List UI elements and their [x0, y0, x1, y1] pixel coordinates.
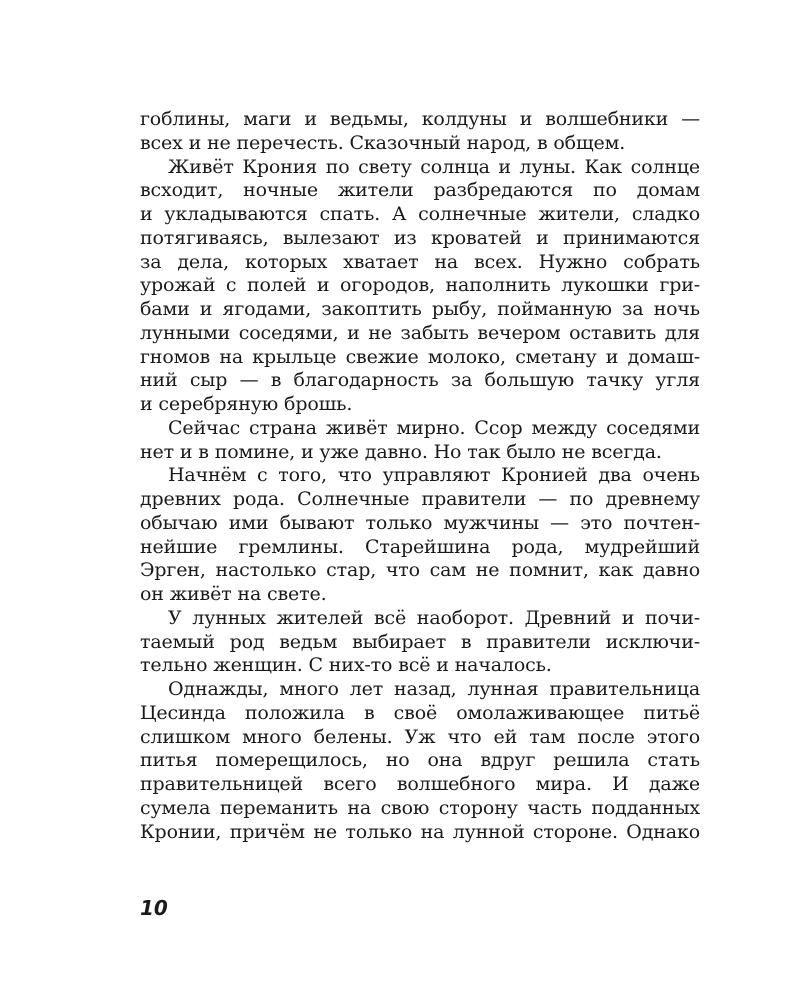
text-line: Цесинда положила в своё омолаживающее питьё: [140, 701, 700, 724]
text-line: Живёт Крония по свету солнца и луны. Как солнце: [168, 155, 700, 178]
text-line: гоблины, маги и ведьмы, колдуны и волшебники —: [140, 108, 700, 130]
text-line: и серебряную брошь.: [140, 393, 353, 415]
text-line: урожай с полей и огородов, наполнить лукошки гри-: [140, 274, 700, 297]
page-number: 10: [140, 896, 168, 920]
text-line: Начнём с того, что управляют Кронией два очень: [168, 464, 700, 487]
text-line: потягиваясь, вылезают из кроватей и принимаются: [140, 226, 700, 249]
text-line: бами и ягодами, закоптить рыбу, пойманную за ночь: [140, 298, 700, 320]
text-line: за дела, которых хватает на всех. Нужно собрать: [140, 250, 700, 273]
text-line: всех и не перечесть. Сказочный народ, в общем.: [140, 131, 626, 154]
text-line: правительницей всего волшебного мира. И даже: [140, 773, 700, 795]
text-line: Эрген, настолько стар, что сам не помнит, как давно: [140, 559, 700, 582]
text-line: древних рода. Солнечные правители — по древнему: [140, 488, 700, 510]
text-line: Сейчас страна живёт мирно. Ссор между соседями: [168, 416, 700, 439]
text-line: лунными соседями, и не забыть вечером оставить для: [140, 321, 700, 344]
text-line: слишком много белены. Уж что ей там после этого: [140, 725, 700, 748]
text-line: он живёт на свете.: [140, 583, 327, 605]
text-line: У лунных жителей всё наоборот. Древний и почи-: [168, 606, 700, 629]
text-line: Однажды, много лет назад, лунная правительница: [168, 678, 700, 700]
text-line: ний сыр — в благодарность за большую тачку угля: [140, 369, 700, 392]
text-line: и укладываются спать. А солнечные жители, сладко: [140, 203, 700, 225]
text-line: тельно женщин. С них-то всё и началось.: [140, 654, 552, 677]
text-line: гномов на крыльце свежие молоко, сметану и домаш-: [140, 345, 700, 368]
text-line: Кронии, причём не только на лунной стороне. Однако: [140, 820, 700, 843]
text-line: сумела переманить на свою сторону часть подданных: [140, 796, 700, 819]
text-line: питья померещилось, но она вдруг решила стать: [140, 749, 700, 772]
text-line: таемый род ведьм выбирает в правители исключи-: [140, 630, 700, 653]
text-line: нейшие гремлины. Старейшина рода, мудрейший: [140, 535, 700, 558]
text-line: обычаю ими бывают только мужчины — это почтен-: [140, 511, 700, 534]
body-text: [140, 108, 700, 844]
text-line: нет и в помине, и уже давно. Но так было не всегда.: [140, 440, 662, 463]
text-line: всходит, ночные жители разбредаются по домам: [140, 179, 700, 202]
